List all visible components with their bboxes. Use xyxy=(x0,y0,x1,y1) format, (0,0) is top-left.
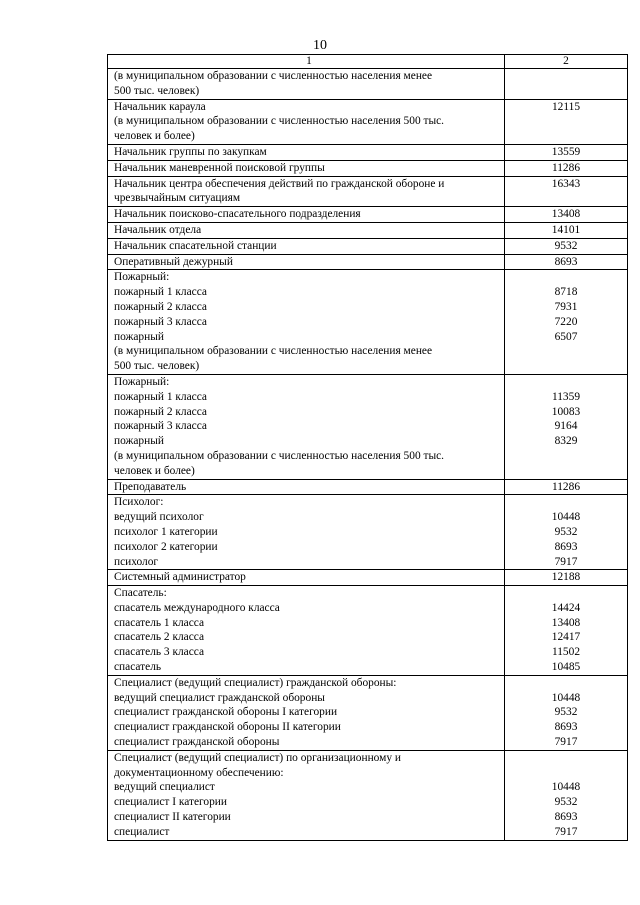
position-name-cell xyxy=(108,99,505,144)
salary-value: 12417 xyxy=(551,631,581,644)
position-name-line: Специалист (ведущий специалист) по организационному и xyxy=(114,751,401,764)
position-name-line: (в муниципальном образовании с численностью населения 500 тыс. xyxy=(114,115,445,128)
salary-value-cell xyxy=(505,675,628,750)
salary-value: 12188 xyxy=(551,571,581,584)
salary-value-cell xyxy=(505,144,628,160)
position-name-line: психолог xyxy=(114,555,159,568)
salary-value: 9532 xyxy=(554,525,578,538)
salary-value: 10448 xyxy=(551,691,581,704)
position-name-cell xyxy=(108,176,505,207)
position-name-line: специалист II категории xyxy=(114,811,231,824)
position-name-line: ведущий специалист xyxy=(114,781,215,794)
table-row xyxy=(108,176,628,207)
position-name-line: (в муниципальном образовании с численностью населения менее xyxy=(114,70,433,82)
salary-value: 11359 xyxy=(551,390,581,403)
table-header-row xyxy=(108,55,628,69)
position-name-cell xyxy=(108,675,505,750)
position-name-line: ведущий специалист гражданской обороны xyxy=(114,691,325,704)
position-name-line: Начальник поисково-спасательного подразделения xyxy=(114,208,361,221)
position-name-line: пожарный 2 класса xyxy=(114,405,207,418)
table-row xyxy=(108,479,628,495)
salary-table xyxy=(107,54,628,841)
salary-value: 7917 xyxy=(554,555,578,568)
salary-value: 11502 xyxy=(551,646,581,659)
salary-value xyxy=(505,676,627,691)
position-name-line: пожарный xyxy=(114,435,164,448)
position-name-line: специалист гражданской обороны I категории xyxy=(114,706,338,719)
position-name-cell xyxy=(108,270,505,375)
table-row xyxy=(108,222,628,238)
position-name-cell xyxy=(108,160,505,176)
position-name-cell xyxy=(108,69,505,100)
position-name-line: пожарный xyxy=(114,330,164,343)
salary-value: 7917 xyxy=(554,825,578,838)
position-name-line: Начальник отдела xyxy=(114,223,202,236)
position-name-line: (в муниципальном образовании с численностью населения 500 тыс. xyxy=(114,449,445,462)
table-row xyxy=(108,160,628,176)
position-name-cell xyxy=(108,570,505,586)
salary-value: 13408 xyxy=(551,208,581,221)
position-name-line: Начальник маневренной поисковой группы xyxy=(114,161,325,174)
salary-value: 14101 xyxy=(551,223,581,236)
position-name-line: человек и более) xyxy=(114,130,195,143)
salary-value-cell xyxy=(505,254,628,270)
salary-value: 10448 xyxy=(551,781,581,794)
salary-value-cell xyxy=(505,222,628,238)
salary-value: 7220 xyxy=(554,315,578,328)
salary-value: 7931 xyxy=(554,300,578,313)
position-name-cell xyxy=(108,374,505,479)
table-row xyxy=(108,586,628,676)
position-name-line: Специалист (ведущий специалист) гражданской обороны: xyxy=(114,676,397,689)
position-name-line: спасатель 3 класса xyxy=(114,646,205,659)
salary-value: 14424 xyxy=(551,601,581,614)
position-name-cell xyxy=(108,254,505,270)
position-name-cell xyxy=(108,586,505,676)
salary-value: 16343 xyxy=(551,177,581,190)
position-name-cell xyxy=(108,495,505,570)
table-row xyxy=(108,207,628,223)
salary-value-cell xyxy=(505,570,628,586)
position-name-line: Психолог: xyxy=(114,496,164,509)
table-row xyxy=(108,675,628,750)
position-name-line: Системный администратор xyxy=(114,571,246,584)
salary-value: 11286 xyxy=(551,161,581,174)
table-row xyxy=(108,270,628,375)
position-name-line: психолог 1 категории xyxy=(114,525,218,538)
position-name-line: специалист xyxy=(114,825,170,838)
position-name-cell xyxy=(108,238,505,254)
salary-value-cell xyxy=(505,176,628,207)
table-row xyxy=(108,570,628,586)
salary-value-cell xyxy=(505,238,628,254)
salary-value-cell xyxy=(505,160,628,176)
salary-value-cell xyxy=(505,750,628,840)
position-name-line: Оперативный дежурный xyxy=(114,255,233,268)
salary-value-cell xyxy=(505,69,628,100)
salary-value xyxy=(505,69,627,84)
salary-value xyxy=(505,586,627,601)
salary-value: 13559 xyxy=(551,145,581,158)
position-name-line: Начальник караула xyxy=(114,100,206,113)
salary-value: 6507 xyxy=(554,330,578,343)
position-name-line: специалист гражданской обороны xyxy=(114,736,280,749)
column-header-1: 1 xyxy=(108,55,505,69)
position-name-line: документационному обеспечению: xyxy=(114,766,284,779)
salary-value: 8693 xyxy=(554,721,578,734)
salary-value: 13408 xyxy=(551,616,581,629)
position-name-line: спасатель международного класса xyxy=(114,601,280,614)
salary-value xyxy=(505,495,627,510)
position-name-line: Преподаватель xyxy=(114,480,187,493)
page-number: 10 xyxy=(313,38,327,53)
salary-value: 7917 xyxy=(554,736,578,749)
table-row xyxy=(108,750,628,840)
table-row xyxy=(108,254,628,270)
salary-value: 8329 xyxy=(554,435,578,448)
position-name-line: психолог 2 категории xyxy=(114,540,218,553)
position-name-line: Начальник группы по закупкам xyxy=(114,145,267,158)
position-name-line: человек и более) xyxy=(114,464,195,477)
salary-value-cell xyxy=(505,270,628,375)
salary-value: 8693 xyxy=(554,811,578,824)
table-row xyxy=(108,144,628,160)
table-row xyxy=(108,238,628,254)
position-name-cell xyxy=(108,144,505,160)
position-name-line: пожарный 3 класса xyxy=(114,420,207,433)
table-row xyxy=(108,99,628,144)
salary-value-cell xyxy=(505,207,628,223)
salary-value: 9164 xyxy=(554,420,578,433)
salary-value xyxy=(505,270,627,285)
salary-table-body xyxy=(108,55,628,841)
table-row xyxy=(108,69,628,100)
salary-value: 8693 xyxy=(554,540,578,553)
salary-value-cell xyxy=(505,495,628,570)
position-name-line: специалист гражданской обороны II категории xyxy=(114,721,341,734)
salary-value xyxy=(505,751,627,766)
salary-value xyxy=(505,766,627,781)
salary-value-cell xyxy=(505,99,628,144)
position-name-line: пожарный 1 класса xyxy=(114,390,207,403)
table-row xyxy=(108,495,628,570)
salary-value: 12115 xyxy=(551,100,581,113)
salary-value: 9532 xyxy=(554,796,578,809)
position-name-line: пожарный 3 класса xyxy=(114,315,207,328)
position-name-line: спасатель 2 класса xyxy=(114,631,205,644)
position-name-line: 500 тыс. человек) xyxy=(114,84,200,97)
salary-value-cell xyxy=(505,479,628,495)
position-name-line: 500 тыс. человек) xyxy=(114,360,200,373)
column-header-2: 2 xyxy=(505,55,628,69)
position-name-line: Пожарный: xyxy=(114,271,170,284)
position-name-line: пожарный 1 класса xyxy=(114,286,207,299)
position-name-cell xyxy=(108,479,505,495)
position-name-line: Спасатель: xyxy=(114,587,167,600)
salary-value: 10083 xyxy=(551,405,581,418)
salary-value: 10485 xyxy=(551,661,581,674)
position-name-cell xyxy=(108,222,505,238)
salary-value-cell xyxy=(505,374,628,479)
salary-value: 11286 xyxy=(551,480,581,493)
position-name-cell xyxy=(108,750,505,840)
position-name-line: Пожарный: xyxy=(114,375,170,388)
salary-value xyxy=(505,375,627,390)
position-name-line: спасатель 1 класса xyxy=(114,616,205,629)
salary-value: 9532 xyxy=(554,239,578,252)
position-name-cell xyxy=(108,207,505,223)
position-name-line: спасатель xyxy=(114,661,162,674)
salary-value-cell xyxy=(505,586,628,676)
salary-value: 8718 xyxy=(554,286,578,299)
salary-value: 8693 xyxy=(554,255,578,268)
position-name-line: чрезвычайным ситуациям xyxy=(114,192,241,205)
table-row xyxy=(108,374,628,479)
position-name-line: пожарный 2 класса xyxy=(114,300,207,313)
position-name-line: Начальник спасательной станции xyxy=(114,239,277,252)
position-name-line: Начальник центра обеспечения действий по гражданской обороне и xyxy=(114,177,445,190)
salary-value: 10448 xyxy=(551,511,581,524)
position-name-line: специалист I категории xyxy=(114,796,227,809)
position-name-line: ведущий психолог xyxy=(114,511,204,524)
salary-value: 9532 xyxy=(554,706,578,719)
position-name-line: (в муниципальном образовании с численностью населения менее xyxy=(114,345,433,358)
